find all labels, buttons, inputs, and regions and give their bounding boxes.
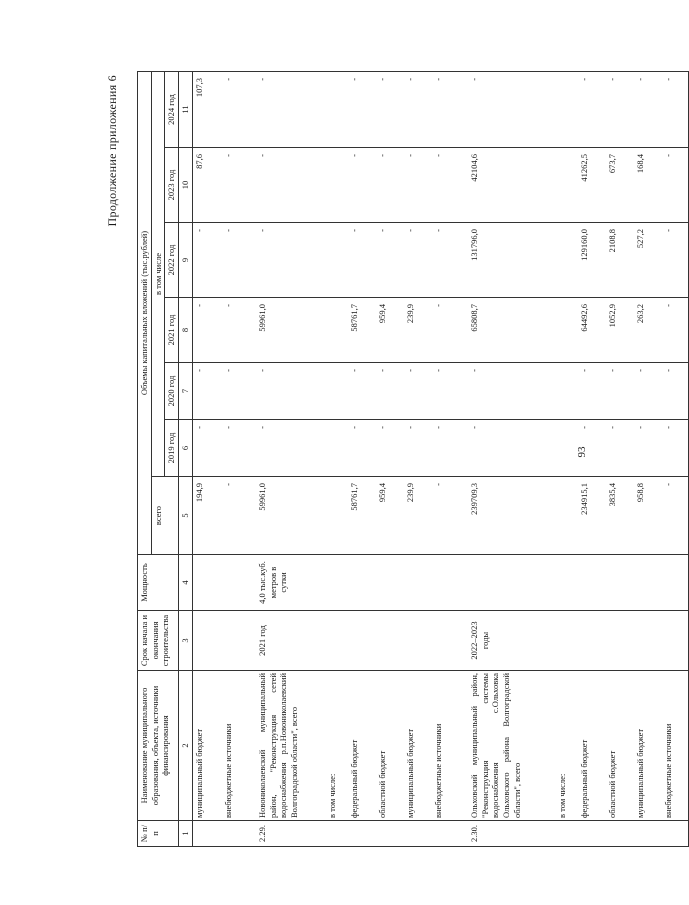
row-period-cell bbox=[578, 611, 606, 671]
row-period-cell bbox=[662, 611, 688, 671]
value-cell: - bbox=[348, 363, 376, 420]
row-num-cell bbox=[578, 821, 606, 847]
value-cell: - bbox=[348, 148, 376, 223]
row-name-cell: областной бюджет bbox=[606, 671, 634, 821]
value-cell: - bbox=[404, 71, 432, 147]
header-num: № п/п bbox=[138, 821, 179, 847]
value-cell: 263,2 bbox=[634, 298, 662, 363]
page-number: 93 bbox=[576, 446, 588, 458]
value-cell: 194,9 bbox=[192, 477, 222, 555]
value-cell: 527,2 bbox=[634, 223, 662, 298]
row-period-cell bbox=[606, 611, 634, 671]
value-cell: 239,9 bbox=[404, 477, 432, 555]
value-cell: - bbox=[222, 148, 256, 223]
value-cell: 58761,7 bbox=[348, 298, 376, 363]
header-capacity: Мощность bbox=[138, 555, 179, 611]
value-cell bbox=[326, 363, 348, 420]
value-cell: - bbox=[662, 477, 688, 555]
row-name-cell: федеральный бюджет bbox=[578, 671, 606, 821]
value-cell: - bbox=[222, 477, 256, 555]
value-cell: 1052,9 bbox=[606, 298, 634, 363]
header-year: 2022 год bbox=[165, 223, 179, 298]
value-cell: - bbox=[578, 71, 606, 147]
row-name-cell: муниципальный бюджет bbox=[404, 671, 432, 821]
row-period-cell bbox=[376, 611, 404, 671]
row-num-cell bbox=[192, 821, 222, 847]
capital-investment-table bbox=[137, 71, 689, 847]
row-name-cell: внебюджетные источники bbox=[662, 671, 688, 821]
value-cell: 959,4 bbox=[376, 477, 404, 555]
value-cell: 673,7 bbox=[606, 148, 634, 223]
row-capacity-cell bbox=[222, 555, 256, 611]
value-cell: 129160,0 bbox=[578, 223, 606, 298]
value-cell bbox=[326, 71, 348, 147]
row-capacity-cell bbox=[432, 555, 468, 611]
table-row bbox=[326, 71, 348, 846]
row-capacity-cell bbox=[326, 555, 348, 611]
value-cell: - bbox=[376, 223, 404, 298]
value-cell: - bbox=[468, 71, 556, 147]
col-number: 2 bbox=[178, 671, 192, 821]
header-volumes: Объемы капитальных вложений (тыс.рублей) bbox=[138, 71, 152, 554]
row-num-cell bbox=[556, 821, 578, 847]
table-row bbox=[432, 71, 468, 846]
header-year: 2020 год bbox=[165, 363, 179, 420]
value-cell: - bbox=[192, 223, 222, 298]
col-number: 4 bbox=[178, 555, 192, 611]
value-cell: 59961,0 bbox=[256, 298, 326, 363]
row-capacity-cell bbox=[376, 555, 404, 611]
header-period: Срок начала и окончания строительства bbox=[138, 611, 179, 671]
row-name-cell: федеральный бюджет bbox=[348, 671, 376, 821]
row-period-cell bbox=[222, 611, 256, 671]
row-num-cell bbox=[634, 821, 662, 847]
row-period-cell bbox=[556, 611, 578, 671]
col-number: 8 bbox=[178, 298, 192, 363]
value-cell: - bbox=[404, 420, 432, 477]
row-capacity-cell bbox=[606, 555, 634, 611]
value-cell: 131796,0 bbox=[468, 223, 556, 298]
header-total: всего bbox=[151, 477, 178, 555]
value-cell: - bbox=[376, 363, 404, 420]
value-cell: - bbox=[348, 420, 376, 477]
row-num-cell bbox=[348, 821, 376, 847]
value-cell bbox=[326, 223, 348, 298]
value-cell: 234915,1 bbox=[578, 477, 606, 555]
table-row bbox=[404, 71, 432, 846]
row-period-cell bbox=[634, 611, 662, 671]
row-num-cell bbox=[606, 821, 634, 847]
col-number: 1 bbox=[178, 821, 192, 847]
row-period-cell bbox=[432, 611, 468, 671]
table-row bbox=[468, 71, 556, 846]
value-cell: - bbox=[578, 363, 606, 420]
value-cell: 64492,6 bbox=[578, 298, 606, 363]
col-number: 11 bbox=[178, 71, 192, 147]
row-num-cell bbox=[222, 821, 256, 847]
col-number: 3 bbox=[178, 611, 192, 671]
value-cell: - bbox=[222, 363, 256, 420]
value-cell: - bbox=[662, 298, 688, 363]
value-cell: - bbox=[662, 420, 688, 477]
table-row bbox=[556, 71, 578, 846]
row-num-cell bbox=[404, 821, 432, 847]
value-cell: - bbox=[376, 420, 404, 477]
row-num-cell: 2.30. bbox=[468, 821, 556, 847]
value-cell bbox=[326, 420, 348, 477]
row-num-cell bbox=[432, 821, 468, 847]
row-num-cell bbox=[662, 821, 688, 847]
value-cell: - bbox=[578, 420, 606, 477]
value-cell: - bbox=[376, 71, 404, 147]
col-number: 6 bbox=[178, 420, 192, 477]
value-cell: 3835,4 bbox=[606, 477, 634, 555]
value-cell: - bbox=[192, 298, 222, 363]
col-number: 9 bbox=[178, 223, 192, 298]
row-capacity-cell bbox=[578, 555, 606, 611]
value-cell: 42104,6 bbox=[468, 148, 556, 223]
col-number: 7 bbox=[178, 363, 192, 420]
row-num-cell bbox=[376, 821, 404, 847]
value-cell: 58761,7 bbox=[348, 477, 376, 555]
value-cell: 168,4 bbox=[634, 148, 662, 223]
value-cell: - bbox=[222, 298, 256, 363]
value-cell: - bbox=[348, 223, 376, 298]
table-row bbox=[376, 71, 404, 846]
value-cell: - bbox=[256, 420, 326, 477]
header-year: 2019 год bbox=[165, 420, 179, 477]
row-name-cell: Новониколаевский муниципальный район, "Реконструкция сетей водоснабжения р.п.Новониколаевский Волгоградской области", всего bbox=[256, 671, 326, 821]
appendix-subtitle: Продолжение приложения 6 bbox=[105, 75, 119, 227]
value-cell: - bbox=[432, 420, 468, 477]
value-cell: 59961,0 bbox=[256, 477, 326, 555]
row-period-cell bbox=[192, 611, 222, 671]
value-cell: - bbox=[256, 148, 326, 223]
row-period-cell bbox=[348, 611, 376, 671]
table-row bbox=[634, 71, 662, 846]
col-number: 5 bbox=[178, 477, 192, 555]
table-row bbox=[256, 71, 326, 846]
value-cell: - bbox=[468, 420, 556, 477]
rotated-content bbox=[105, 67, 673, 847]
table-row bbox=[348, 71, 376, 846]
value-cell: - bbox=[256, 363, 326, 420]
value-cell: - bbox=[432, 223, 468, 298]
value-cell: - bbox=[222, 223, 256, 298]
row-period-cell: 2021 год bbox=[256, 611, 326, 671]
row-capacity-cell: 4,0 тыс.куб. метров в сутки bbox=[256, 555, 326, 611]
value-cell: - bbox=[348, 71, 376, 147]
value-cell bbox=[556, 148, 578, 223]
table-row bbox=[222, 71, 256, 846]
table-body bbox=[192, 71, 688, 846]
value-cell: 107,3 bbox=[192, 71, 222, 147]
value-cell: 41262,5 bbox=[578, 148, 606, 223]
value-cell: - bbox=[376, 148, 404, 223]
value-cell: 65808,7 bbox=[468, 298, 556, 363]
value-cell bbox=[556, 363, 578, 420]
row-capacity-cell bbox=[634, 555, 662, 611]
value-cell: - bbox=[634, 71, 662, 147]
row-period-cell bbox=[326, 611, 348, 671]
row-name-cell: областной бюджет bbox=[376, 671, 404, 821]
value-cell: - bbox=[404, 363, 432, 420]
header-name: Наименование муниципального образования, объекта, источники финансирования bbox=[138, 671, 179, 821]
value-cell bbox=[556, 477, 578, 555]
row-capacity-cell bbox=[662, 555, 688, 611]
value-cell bbox=[556, 223, 578, 298]
value-cell: - bbox=[192, 363, 222, 420]
row-name-cell: Ольховский муниципальный район, "Реконструкция системы водоснабжения с.Ольховка Ольховского района Волгоградской области", всего bbox=[468, 671, 556, 821]
row-period-cell bbox=[404, 611, 432, 671]
value-cell bbox=[556, 298, 578, 363]
value-cell: - bbox=[662, 223, 688, 298]
table-row bbox=[192, 71, 222, 846]
row-capacity-cell bbox=[192, 555, 222, 611]
value-cell: - bbox=[432, 477, 468, 555]
value-cell: 87,6 bbox=[192, 148, 222, 223]
value-cell: - bbox=[432, 148, 468, 223]
value-cell: - bbox=[432, 71, 468, 147]
row-name-cell: муниципальный бюджет bbox=[192, 671, 222, 821]
value-cell: - bbox=[192, 420, 222, 477]
row-capacity-cell bbox=[404, 555, 432, 611]
value-cell: - bbox=[404, 223, 432, 298]
value-cell: - bbox=[606, 363, 634, 420]
row-name-cell: в том числе: bbox=[556, 671, 578, 821]
row-num-cell: 2.29. bbox=[256, 821, 326, 847]
value-cell bbox=[556, 71, 578, 147]
value-cell: 239709,3 bbox=[468, 477, 556, 555]
value-cell: - bbox=[662, 363, 688, 420]
header-year: 2024 год bbox=[165, 71, 179, 147]
value-cell bbox=[326, 477, 348, 555]
value-cell bbox=[326, 148, 348, 223]
header-incl: в том числе bbox=[151, 71, 165, 476]
row-name-cell: муниципальный бюджет bbox=[634, 671, 662, 821]
row-name-cell: внебюджетные источники bbox=[222, 671, 256, 821]
row-capacity-cell bbox=[468, 555, 556, 611]
value-cell: - bbox=[662, 71, 688, 147]
value-cell: - bbox=[432, 363, 468, 420]
row-capacity-cell bbox=[556, 555, 578, 611]
value-cell: - bbox=[634, 363, 662, 420]
value-cell: 2108,8 bbox=[606, 223, 634, 298]
value-cell bbox=[556, 420, 578, 477]
value-cell: - bbox=[468, 363, 556, 420]
row-num-cell bbox=[326, 821, 348, 847]
value-cell: 239,9 bbox=[404, 298, 432, 363]
table-row bbox=[606, 71, 634, 846]
value-cell: - bbox=[606, 420, 634, 477]
col-number: 10 bbox=[178, 148, 192, 223]
row-name-cell: в том числе: bbox=[326, 671, 348, 821]
value-cell bbox=[326, 298, 348, 363]
value-cell: - bbox=[256, 71, 326, 147]
header-year: 2023 год bbox=[165, 148, 179, 223]
row-name-cell: внебюджетные источники bbox=[432, 671, 468, 821]
value-cell: - bbox=[432, 298, 468, 363]
value-cell: 959,4 bbox=[376, 298, 404, 363]
header-year: 2021 год bbox=[165, 298, 179, 363]
table-row bbox=[578, 71, 606, 846]
value-cell: - bbox=[222, 71, 256, 147]
row-capacity-cell bbox=[348, 555, 376, 611]
value-cell: - bbox=[256, 223, 326, 298]
table-row bbox=[662, 71, 688, 846]
value-cell: - bbox=[606, 71, 634, 147]
value-cell: - bbox=[634, 420, 662, 477]
value-cell: - bbox=[222, 420, 256, 477]
value-cell: - bbox=[662, 148, 688, 223]
value-cell: - bbox=[404, 148, 432, 223]
row-period-cell: 2022–2023 годы bbox=[468, 611, 556, 671]
value-cell: 958,8 bbox=[634, 477, 662, 555]
